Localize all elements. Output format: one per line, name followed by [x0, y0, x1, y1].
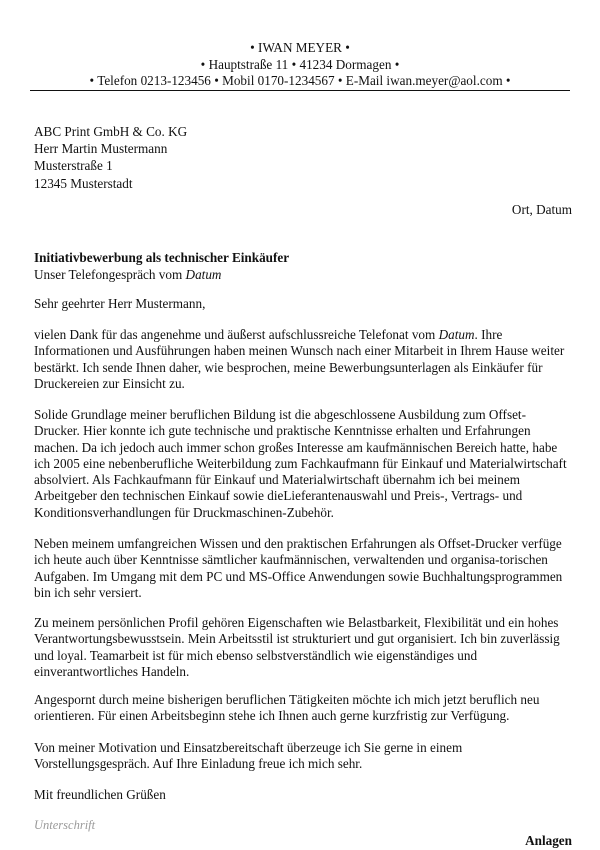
body-paragraph-4: Zu meinem persönlichen Profil gehören Eigenschaften wie Belastbarkeit, Flexibilität und ein hohes Verantwortungsbewusstsein. Mein Arbeitsstil ist strukturiert und gut organisiert. Ich bin zuverlässig und loyal. Teamarbeit ist für mich ebenso selbstverständlich wie eigenständiges und einverantwortliches Handeln.	[34, 615, 560, 679]
body-paragraph-3: Neben meinem umfangreichen Wissen und den praktischen Erfahrungen als Offset-Drucker verfüge ich heute auch über Kenntnisse sämtlicher kaufmännischen, verwaltenden und organisa-torischen Aufgaben. Im Umgang mit dem PC und MS-Office Anwendungen sowie Buchhaltungsprogrammen bin ich sehr versiert.	[34, 536, 563, 600]
recipient-city: 12345 Musterstadt	[34, 175, 133, 191]
recipient-address	[34, 123, 187, 192]
salutation: Sehr geehrter Herr Mustermann,	[34, 296, 206, 311]
place-date: Ort, Datum	[511, 202, 572, 217]
body-paragraph-6: Von meiner Motivation und Einsatzbereitschaft überzeuge ich Sie gerne in einem Vorstellungsgespräch. Auf Ihre Einladung freue ich mich sehr.	[34, 740, 463, 772]
paragraph-1-start: vielen Dank für das angenehme und äußerst aufschlussreiche Telefonat vom	[34, 327, 439, 342]
subject-reference	[34, 267, 289, 284]
subject-title: Initiativbewerbung als technischer Einkäufer	[34, 250, 290, 265]
subject-block	[34, 250, 289, 283]
subject-reference-date: Datum	[185, 266, 222, 282]
paragraph-1-end: . Ihre Informationen und Ausführungen haben meinen Wunsch nach einer Mitarbeit in Ihrem Hause weiter bestärkt. Ich sende Ihnen daher, wie besprochen, meine Bewerbungsunterlagen als Einkäufer für Druckereien zur Einsicht zu.	[34, 327, 565, 391]
sender-address: • Hauptstraße 11 • 41234 Dormagen •	[200, 56, 400, 72]
recipient-company: ABC Print GmbH & Co. KG	[34, 124, 188, 139]
body-paragraph-5: Angespornt durch meine bisherigen beruflichen Tätigkeiten möchte ich mich jetzt beruflich neu orientieren. Für einen Arbeitsbeginn stehe ich Ihnen auch gerne kurzfristig zur Verfügung.	[34, 692, 540, 724]
body-paragraph-2: Solide Grundlage meiner beruflichen Bildung ist die abgeschlossene Ausbildung zum Offset-Drucker. Hier konnte ich gute technische und praktische Kenntnisse erhalten und Erfahrungen machen. Da ich jedoch auch immer schon großes Interesse am kaufmännischen Bereich hatte, habe ich 2005 eine nebenberufliche Weiterbildung zum Fachkaufmann für Einkauf und Materialwirtschaft absolviert. Als Fachkaufmann für Einkauf und Materialwirtschaft übernahm ich bei meinem Arbeitgeber den technischen Einkauf sowie dieLieferantenauswahl und Preis-, Vertrags- und Konditionsverhandlungen für Druckmaschinen-Zubehör.	[34, 407, 567, 520]
enclosures-label: Anlagen	[525, 833, 572, 848]
signature-placeholder: Unterschrift	[34, 818, 96, 832]
paragraph-1-date: Datum	[438, 327, 475, 342]
letterhead-divider	[30, 90, 570, 91]
letterhead	[30, 40, 570, 90]
sender-name: • IWAN MEYER •	[250, 40, 350, 55]
recipient-street: Musterstraße 1	[34, 158, 113, 174]
recipient-person: Herr Martin Mustermann	[34, 141, 168, 157]
closing: Mit freundlichen Grüßen	[34, 787, 166, 802]
subject-reference-prefix: Unser Telefongespräch vom	[34, 266, 186, 282]
sender-contact: • Telefon 0213-123456 • Mobil 0170-1234567 • E-Mail iwan.meyer@aol.com •	[89, 73, 511, 88]
body-paragraph-1	[34, 327, 570, 392]
